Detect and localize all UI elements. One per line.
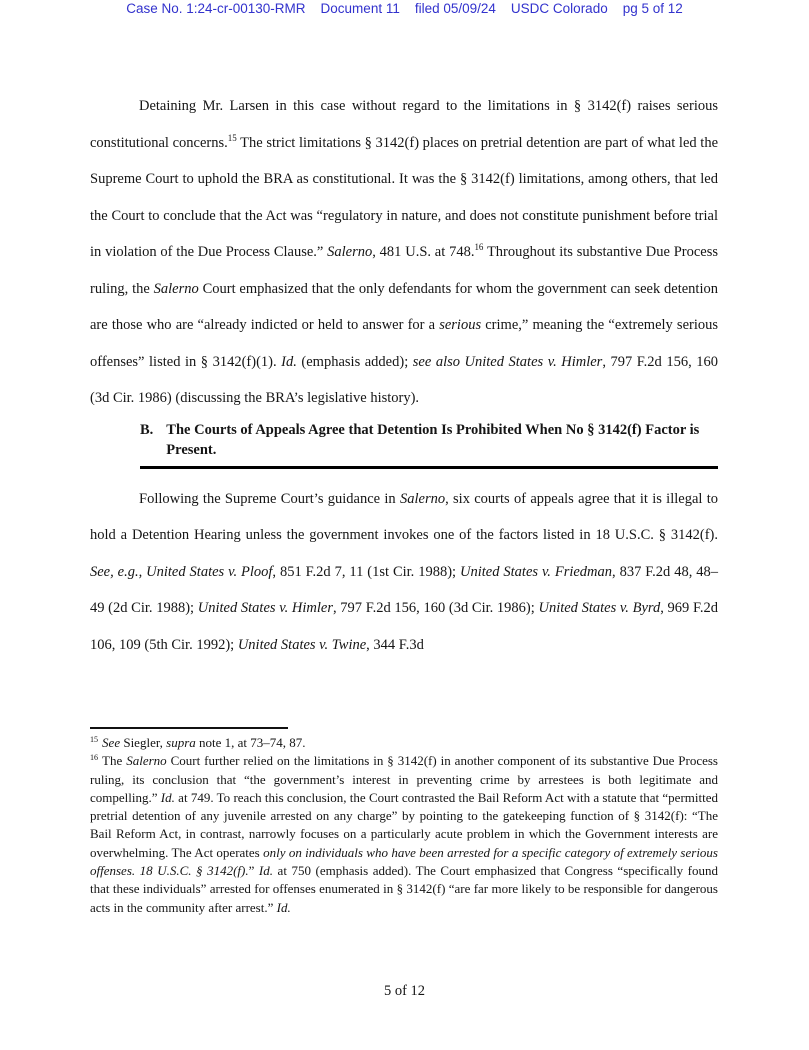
stamp-filed-date: filed 05/09/24 [414,1,496,16]
page-number: 5 of 12 [383,983,426,999]
stamp-page-count: pg 5 of 12 [622,1,683,16]
case-stamp-header [0,1,809,16]
footnote-15-marker: 15 [90,734,99,744]
stamp-case-number: Case No. 1:24-cr-00130-RMR [126,1,306,16]
footnote-16-text: The Salerno Court further relied on the limitations in § 3142(f) in another component of its substantive Due Process ruling, its conclusion that “the government’s interest in preventing crime by arrestees is both legitimate and compelling.” Id. at 749. To reach this conclusion, the Court contrasted the Bail Reform Act with a statute that “permitted pretrial detention of any juvenile arrested on any charge” by pointing to the gatekeeping function of § 3142(f): “The Bail Reform Act, in contrast, narrowly focuses on a particularly acute problem in which the Government interests are overwhelming. The Act operates only on individuals who have been arrested for a specific category of extremely serious offenses. 18 U.S.C. § 3142(f).” Id. at 750 (emphasis added). The Court emphasized that Congress “specifically found that these individuals” arrested for offenses enumerated in § 3142(f) “are far more likely to be responsible for dangerous acts in the community after arrest.” Id. [90,753,718,915]
body-paragraph-2: Following the Supreme Court’s guidance in Salerno, six courts of appeals agree that it is illegal to hold a Detention Hearing unless the government invokes one of the factors listed in 18 U.S.C. § 3142(f). See, e.g., United States v. Ploof, 851 F.2d 7, 11 (1st Cir. 1988); United States v. Friedman, 837 F.2d 48, 48–49 (2d Cir. 1988); United States v. Himler, 797 F.2d 156, 160 (3d Cir. 1986); United States v. Byrd, 969 F.2d 106, 109 (5th Cir. 1992); United States v. Twine, 344 F.3d [90,490,719,653]
footnote-separator [90,727,288,729]
footnotes-section [90,727,718,917]
document-body [90,88,718,663]
heading-text: The Courts of Appeals Agree that Detention Is Prohibited When No § 3142(f) Factor is Present. [166,421,700,458]
body-paragraph-1: Detaining Mr. Larsen in this case without regard to the limitations in § 3142(f) raises serious constitutional concerns.$^{15}$ The strict limitations § 3142(f) places on pretrial detention are part of what led the Supreme Court to uphold the BRA as constitutional. It was the § 3142(f) limitations, among others, that led the Court to conclude that the Act was “regulatory in nature, and does not constitute punishment before trial in violation of the Due Process Clause.” Salerno, 481 U.S. at 748.16 Throughout its substantive Due Process ruling, the Salerno Court emphasized that the only defendants for whom the government can seek detention are those who are “already indicted or held to answer for a serious crime,” meaning the “extremely serious offenses” listed in § 3142(f)(1). Id. (emphasis added); see also United States v. Himler, 797 F.2d 156, 160 (3d Cir. 1986) (discussing the BRA’s legislative history). [90,98,719,406]
section-heading-b [140,420,718,469]
stamp-document-number: Document 11 [320,1,400,16]
footnote-15-text: See Siegler, supra note 1, at 73–74, 87. [102,735,306,750]
footnote-16-marker: 16 [90,752,99,762]
heading-label: B. [140,421,154,438]
footnote-16 [90,752,718,917]
footnote-15 [90,734,718,752]
stamp-court: USDC Colorado [510,1,608,16]
